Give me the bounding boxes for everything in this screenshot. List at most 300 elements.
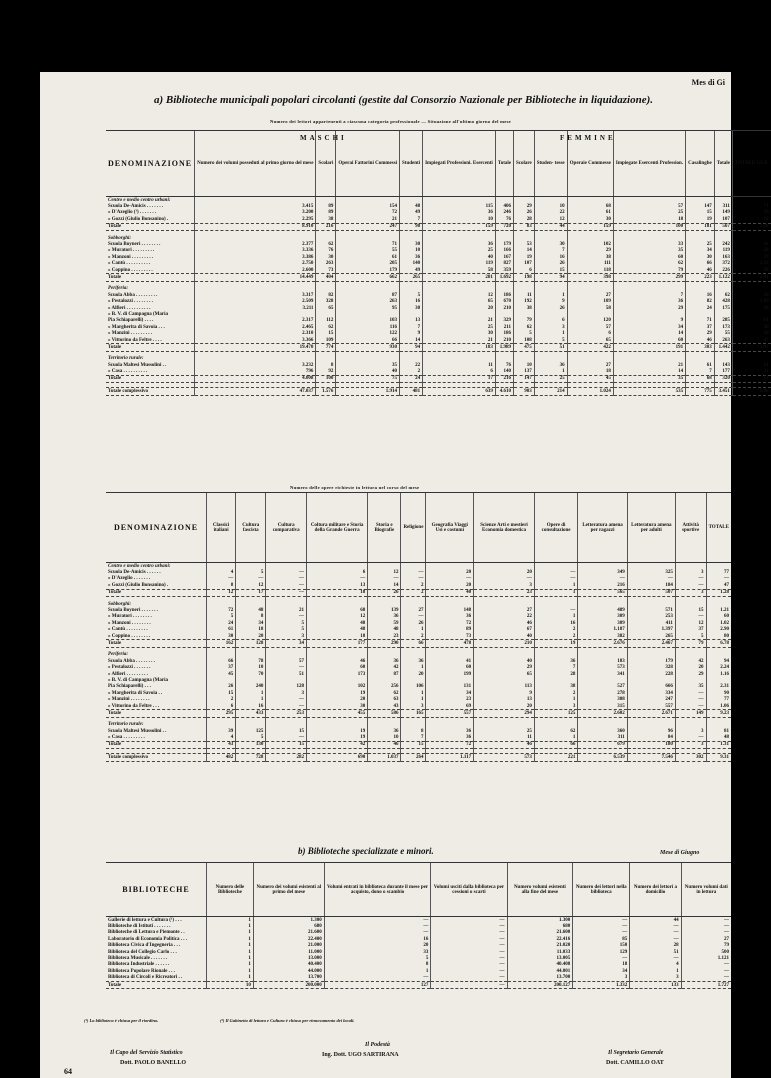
works-cell: 20 (401, 671, 426, 677)
readers-cell: 76 (495, 362, 513, 368)
libraries-cell: 680 (253, 923, 324, 929)
works-cell: 309 (578, 620, 627, 626)
readers-row-name: Scuola Abba . . . . . . . . . (108, 292, 158, 298)
works-cell: 1.037 (368, 754, 401, 761)
readers-cell: 39 (732, 210, 770, 216)
libraries-row-name: Gallerie di lettura e Cultura (¹) . . . (108, 917, 182, 923)
libraries-cell: — (324, 930, 431, 936)
works-row-name: » Vittorino da Feltre . . . (108, 703, 160, 709)
libraries-cell: 21.020 (507, 943, 573, 949)
works-cell: 63 (368, 696, 401, 702)
readers-cell (513, 197, 534, 204)
readers-cell: 1.989 (495, 344, 513, 351)
works-row (106, 582, 731, 589)
works-cell: 527 (578, 684, 627, 690)
libraries-header: Numero volumi esistenti alla fine del mese (507, 863, 573, 917)
libraries-cell: — (573, 955, 630, 961)
works-cell: 15 (266, 741, 307, 748)
works-cell: 20 (426, 582, 474, 589)
libraries-cell: 13.700 (507, 975, 573, 982)
readers-cell: 112 (316, 318, 336, 324)
works-cell: 557 (426, 710, 474, 717)
footer-mid-label: Il Podestà (365, 1042, 390, 1048)
works-cell: — (401, 576, 426, 582)
readers-row-name: Pia Schiaparelli) . . . . (108, 318, 154, 324)
works-cell: 179 (627, 658, 675, 664)
readers-cell: 48 (400, 203, 423, 209)
works-row (106, 633, 731, 640)
libraries-header: Numero dei volumi esistenti al primo del mese (253, 863, 324, 917)
readers-row-name: » Margherita di Savoia . . . (108, 324, 165, 330)
libraries-cell: 1 (630, 968, 681, 974)
works-header: Religione (401, 493, 426, 563)
readers-cell: 36 (534, 362, 567, 368)
works-cell: 7 (401, 734, 426, 741)
readers-cell: 15 (686, 210, 715, 216)
works-cell: 265 (627, 633, 675, 640)
readers-cell: 35 (613, 375, 685, 382)
works-row-name: Totale (106, 589, 207, 596)
works-row (106, 589, 731, 596)
libraries-cell: 680 (507, 923, 573, 929)
readers-cell: 38 (513, 305, 534, 311)
operai-header: Operai Fattorini Commessi (336, 131, 400, 197)
works-cell: 3 (675, 741, 706, 748)
readers-cell: 34 (613, 324, 685, 330)
libraries-cell: 40.400 (253, 962, 324, 968)
readers-cell: 65 (423, 298, 496, 304)
readers-cell: 1.576 (316, 388, 336, 395)
works-cell: — (266, 582, 307, 589)
readers-cell: 181 (686, 223, 715, 230)
readers-cell: 62 (316, 324, 336, 330)
readers-cell: 30 (534, 241, 567, 247)
works-cell: — (675, 614, 706, 620)
works-cell: 20 (236, 633, 266, 640)
libraries-cell: — (630, 955, 681, 961)
works-cell: 13 (474, 696, 535, 702)
readers-cell: 19 (686, 216, 715, 223)
works-cell: 199 (426, 671, 474, 677)
works-cell: 295 (207, 710, 236, 717)
readers-cell: 61 (732, 318, 770, 324)
works-cell: 228 (627, 671, 675, 677)
works-cell: 5 (236, 569, 266, 575)
works-cell: — (266, 696, 307, 702)
libraries-cell: 10 (207, 981, 254, 988)
works-cell: — (675, 690, 706, 696)
works-cell: 586 (368, 710, 401, 717)
works-cell: — (675, 696, 706, 702)
readers-cell: 68 (567, 203, 613, 209)
readers-cell: 42 (732, 241, 770, 247)
works-cell: 94 (706, 658, 731, 664)
works-cell: 130 (236, 741, 266, 748)
readers-cell: 11 (513, 292, 534, 298)
readers-cell: 1.19 (732, 261, 770, 267)
works-cell: — (675, 703, 706, 710)
readers-cell: 30 (400, 305, 423, 311)
works-header: Letteratura amena per ragazzi (578, 493, 627, 563)
readers-cell: 422 (567, 344, 613, 351)
readers-cell: 475 (513, 344, 534, 351)
works-cell: 34 (266, 640, 307, 647)
works-cell: 8 (236, 614, 266, 620)
works-cell: 37 (207, 664, 236, 670)
works-cell: 165 (401, 710, 426, 717)
works-cell: 14 (368, 582, 401, 589)
readers-row-name: » Gozzi (Giulio Bonsanino) . (108, 216, 169, 222)
readers-cell: 179 (495, 241, 513, 247)
works-cell (706, 563, 731, 570)
works-row-name: » Coppino . . . . . . . . (108, 633, 151, 639)
readers-cell: 163 (714, 254, 732, 260)
works-header: Attività sportive (675, 493, 706, 563)
readers-cell: 1.28 (732, 223, 770, 230)
readers-cell: 827 (495, 261, 513, 267)
readers-cell: 17 (423, 375, 496, 382)
readers-cell: 1.09 (732, 298, 770, 304)
readers-cell: 29 (567, 248, 613, 254)
works-cell: 30 (207, 633, 236, 640)
works-cell: 2 (534, 690, 577, 696)
readers-cell: 320 (714, 375, 732, 382)
works-cell: 1.02 (706, 620, 731, 626)
works-cell: 1 (401, 696, 426, 702)
works-cell: 9.31 (706, 754, 731, 761)
works-row-name: » B. V. di Campagna (Maria (108, 677, 168, 683)
readers-cell: 2.377 (195, 241, 316, 247)
readers-cell: 2.317 (195, 318, 316, 324)
works-cell: 18 (307, 633, 368, 640)
readers-cell: 173 (714, 324, 732, 330)
works-cell: 573 (474, 754, 535, 761)
readers-cell: 57 (567, 324, 613, 330)
libraries-row (106, 975, 731, 982)
works-cell: 46 (474, 741, 535, 748)
works-cell: 282 (266, 754, 307, 761)
libraries-cell: 1.121 (681, 955, 731, 961)
works-cell: 253 (627, 614, 675, 620)
readers-cell: 62 (316, 241, 336, 247)
works-row (106, 734, 731, 741)
readers-cell: 7 (534, 248, 567, 254)
readers-cell: 535 (613, 388, 685, 395)
readers-cell: 24 (400, 375, 423, 382)
works-cell: 20 (675, 664, 706, 670)
readers-cell: 30 (316, 254, 336, 260)
readers-cell: 35 (613, 248, 685, 254)
readers-cell: 66 (336, 337, 400, 344)
readers-cell: 903 (513, 388, 534, 395)
works-cell: 240 (236, 684, 266, 690)
libraries-cell: 1.332 (573, 981, 630, 988)
readers-cell: 2.750 (195, 261, 316, 267)
readers-cell: 107 (513, 261, 534, 267)
casalinghe-header: Casalinghe (686, 131, 715, 197)
libraries-cell: 1 (207, 955, 254, 961)
works-row-name: » Manzoni . . . . . . . . (108, 620, 151, 626)
works-cell: 1.187 (578, 627, 627, 633)
readers-cell: 38 (732, 324, 770, 330)
works-row-name: Totale complessivo (106, 754, 207, 761)
works-cell: 48 (368, 627, 401, 633)
readers-row (106, 223, 771, 230)
readers-cell (423, 197, 496, 204)
readers-cell: 3.366 (195, 337, 316, 344)
readers-cell: 720 (495, 223, 513, 230)
readers-cell: 216 (495, 375, 513, 382)
works-cell: 43 (368, 703, 401, 710)
works-cell: 30 (307, 703, 368, 710)
works-cell: 125 (236, 728, 266, 734)
libraries-cell: — (681, 962, 731, 968)
corner-label: Mes di Gi (691, 78, 725, 87)
libraries-cell: — (431, 968, 507, 974)
works-row-name: Pia Schiaparelli) . . . (108, 684, 151, 690)
note-2: (²) Il Gabinetto di lettura e Cultura è chiuso per rinnovamento dei locali. (220, 1018, 355, 1023)
readers-cell: 5 (534, 337, 567, 344)
totale-m-header: Totale (495, 131, 513, 197)
readers-cell: 247 (336, 223, 400, 230)
works-cell: 26 (368, 589, 401, 596)
works-cell: — (266, 703, 307, 710)
works-header: Cultura comparativa (266, 493, 307, 563)
works-cell: 5 (266, 620, 307, 626)
readers-cell: 263 (714, 337, 732, 344)
readers-cell: 79 (513, 318, 534, 324)
libraries-cell: 11.033 (507, 949, 573, 955)
libraries-cell: — (431, 975, 507, 982)
readers-cell: 143 (714, 362, 732, 368)
works-cell: 51 (266, 671, 307, 677)
libraries-cell: — (431, 943, 507, 949)
readers-cell: 137 (513, 368, 534, 375)
works-cell: 48 (307, 627, 368, 633)
footer-right-label: Il Segretario Generale (608, 1050, 664, 1056)
readers-cell: 15 (316, 330, 336, 336)
table-libraries-body (106, 917, 731, 989)
libraries-row-name: Biblioteca Musicale . . . . . . . (108, 956, 168, 962)
works-cell: 482 (207, 754, 236, 761)
works-cell: — (675, 734, 706, 741)
readers-cell: 14 (613, 330, 685, 336)
libraries-cell: 1 (207, 949, 254, 955)
libraries-cell: 33 (324, 949, 431, 955)
readers-cell: 46 (686, 337, 715, 344)
readers-cell: 3.415 (195, 203, 316, 209)
readers-cell: 19 (513, 254, 534, 260)
readers-cell: 20 (423, 305, 496, 311)
readers-cell: 167 (495, 254, 513, 260)
works-cell: 571 (627, 607, 675, 613)
readers-cell: 53 (732, 375, 770, 382)
works-cell: 131 (426, 684, 474, 690)
readers-cell: 285 (714, 318, 732, 324)
works-cell: 478 (426, 640, 474, 647)
readers-cell: 1.692 (495, 274, 513, 281)
libraries-cell: 40.408 (507, 962, 573, 968)
works-row-name: Scuola De-Amicis . . . . . . (108, 570, 161, 576)
readers-cell: 47 (732, 337, 770, 344)
works-cell: 183 (578, 658, 627, 664)
readers-cell: 36 (400, 254, 423, 260)
works-cell: 1 (534, 582, 577, 589)
works-cell: 62 (534, 728, 577, 734)
readers-cell: 372 (714, 261, 732, 267)
readers-cell: 118 (567, 267, 613, 274)
libraries-header: Volumi usciti dalla biblioteca per cessioni o scarti (431, 863, 507, 917)
readers-cell: 25 (534, 375, 567, 382)
readers-cell: 76 (495, 216, 513, 223)
readers-row-name: » Casa . . . . . . . . . . (108, 369, 148, 375)
readers-cell: 18 (567, 368, 613, 375)
works-cell: 77 (706, 569, 731, 575)
readers-row-name: » Coppino . . . . . . . . . (108, 267, 153, 273)
readers-cell: 25 (423, 248, 496, 254)
works-cell: 294 (474, 710, 535, 717)
readers-cell: 242 (714, 241, 732, 247)
readers-cell: 263 (336, 298, 400, 304)
readers-cell: 30 (567, 216, 613, 223)
works-row (106, 754, 731, 761)
document-page (40, 72, 769, 1078)
readers-row-name: Totale (106, 344, 195, 351)
readers-cell: 2.509 (195, 298, 316, 304)
works-cell: 79 (675, 640, 706, 647)
works-cell: 20 (474, 569, 535, 575)
works-cell: 39 (207, 728, 236, 734)
works-cell: 80 (706, 633, 731, 640)
works-cell: 308 (578, 696, 627, 702)
table-readers-body (106, 197, 771, 396)
readers-cell: 102 (567, 241, 613, 247)
works-cell: 72 (426, 741, 474, 748)
libraries-cell: — (431, 930, 507, 936)
works-cell: 2.676 (578, 640, 627, 647)
libraries-cell: — (681, 917, 731, 924)
works-cell: 3 (534, 703, 577, 710)
libraries-cell: — (681, 975, 731, 982)
works-cell: — (266, 734, 307, 741)
works-cell: 216 (578, 582, 627, 589)
works-cell: 433 (236, 710, 266, 717)
libraries-cell: — (431, 981, 507, 988)
readers-cell: 13 (400, 318, 423, 324)
works-cell: 149 (675, 710, 706, 717)
libraries-cell: 3 (573, 975, 630, 982)
works-cell: 173 (307, 671, 368, 677)
readers-cell: 30 (400, 241, 423, 247)
works-cell (266, 563, 307, 570)
works-cell: 29 (675, 671, 706, 677)
works-cell: 573 (578, 664, 627, 670)
works-cell: 87 (368, 671, 401, 677)
works-cell (578, 563, 627, 570)
readers-cell: 11 (423, 362, 496, 368)
readers-cell: 177 (714, 368, 732, 375)
readers-cell: 186 (495, 292, 513, 298)
readers-cell: 36 (613, 298, 685, 304)
readers-cell: 7 (400, 324, 423, 330)
libraries-row-name: Biblioteca del Collegio Carlo . . . (108, 949, 177, 955)
works-cell: 106 (401, 684, 426, 690)
readers-cell: 73 (316, 267, 336, 274)
works-cell: 67 (474, 627, 535, 633)
totale-gen-header: TOTALE GEN. (732, 131, 770, 197)
readers-row-name: Territorio rurale: (108, 356, 144, 362)
works-cell: 290 (368, 640, 401, 647)
libraries-header: Numero delle Biblioteche (207, 863, 254, 917)
works-cell: 411 (627, 620, 675, 626)
volumes-header: Numero dei volumi posseduti al primo giorno del mese (195, 131, 316, 197)
works-cell: 1 (401, 690, 426, 696)
works-cell: 19 (534, 640, 577, 647)
readers-row (106, 337, 771, 344)
readers-cell: 83 (513, 223, 534, 230)
readers-cell: 27 (567, 362, 613, 368)
readers-row (106, 197, 771, 204)
readers-cell: 35 (336, 362, 400, 368)
works-cell: 455 (307, 710, 368, 717)
works-cell: 382 (578, 633, 627, 640)
libraries-cell: — (630, 936, 681, 942)
readers-cell: 38 (732, 305, 770, 311)
works-cell: 507 (627, 589, 675, 596)
readers-row-name: Periferia: (108, 286, 128, 292)
readers-cell: 14 (400, 337, 423, 344)
readers-cell: 47.037 (195, 388, 316, 395)
works-cell: 69 (426, 703, 474, 710)
readers-cell: 49 (400, 210, 423, 216)
scolari-header: Scolari (316, 131, 336, 197)
libraries-cell: — (431, 955, 507, 961)
libraries-cell: 34 (573, 968, 630, 974)
works-cell: 43 (207, 741, 236, 748)
works-cell: 96 (627, 728, 675, 734)
libraries-cell: 21.600 (253, 930, 324, 936)
libraries-cell: 20 (324, 943, 431, 949)
readers-cell: 109 (567, 298, 613, 304)
works-cell: 27 (401, 607, 426, 613)
works-cell: 3 (266, 690, 307, 696)
works-cell: — (534, 569, 577, 575)
operaie-header: Operaie Commesse (567, 131, 613, 197)
readers-cell: 119 (714, 248, 732, 254)
readers-cell: 109 (316, 337, 336, 344)
works-cell: 15 (207, 690, 236, 696)
works-cell: 5 (266, 627, 307, 633)
readers-cell: 10 (513, 362, 534, 368)
readers-cell: 10 (423, 216, 496, 223)
readers-cell: 89 (316, 203, 336, 209)
works-cell: 77 (706, 696, 731, 702)
readers-cell: 5 (513, 330, 534, 336)
libraries-cell: 127 (324, 981, 431, 988)
libraries-row-name: Biblioteca Industriale . . . . . . (108, 962, 170, 968)
works-cell: 42 (675, 658, 706, 664)
readers-cell (567, 197, 613, 204)
section-a-title: a) Biblioteche municipali popolari circolanti (gestite dal Consorzio Nazionale per Biblioteche in liquidazione). (154, 94, 653, 106)
readers-cell: 26 (534, 261, 567, 267)
works-cell: 1.06 (706, 703, 731, 710)
readers-cell: 2.81 (732, 274, 770, 281)
readers-row-name: Centro e medio centro urbani: (108, 197, 171, 203)
readers-row (106, 267, 771, 274)
works-cell: 679 (578, 741, 627, 748)
readers-cell: 14 (613, 368, 685, 375)
works-cell: 72 (207, 607, 236, 613)
